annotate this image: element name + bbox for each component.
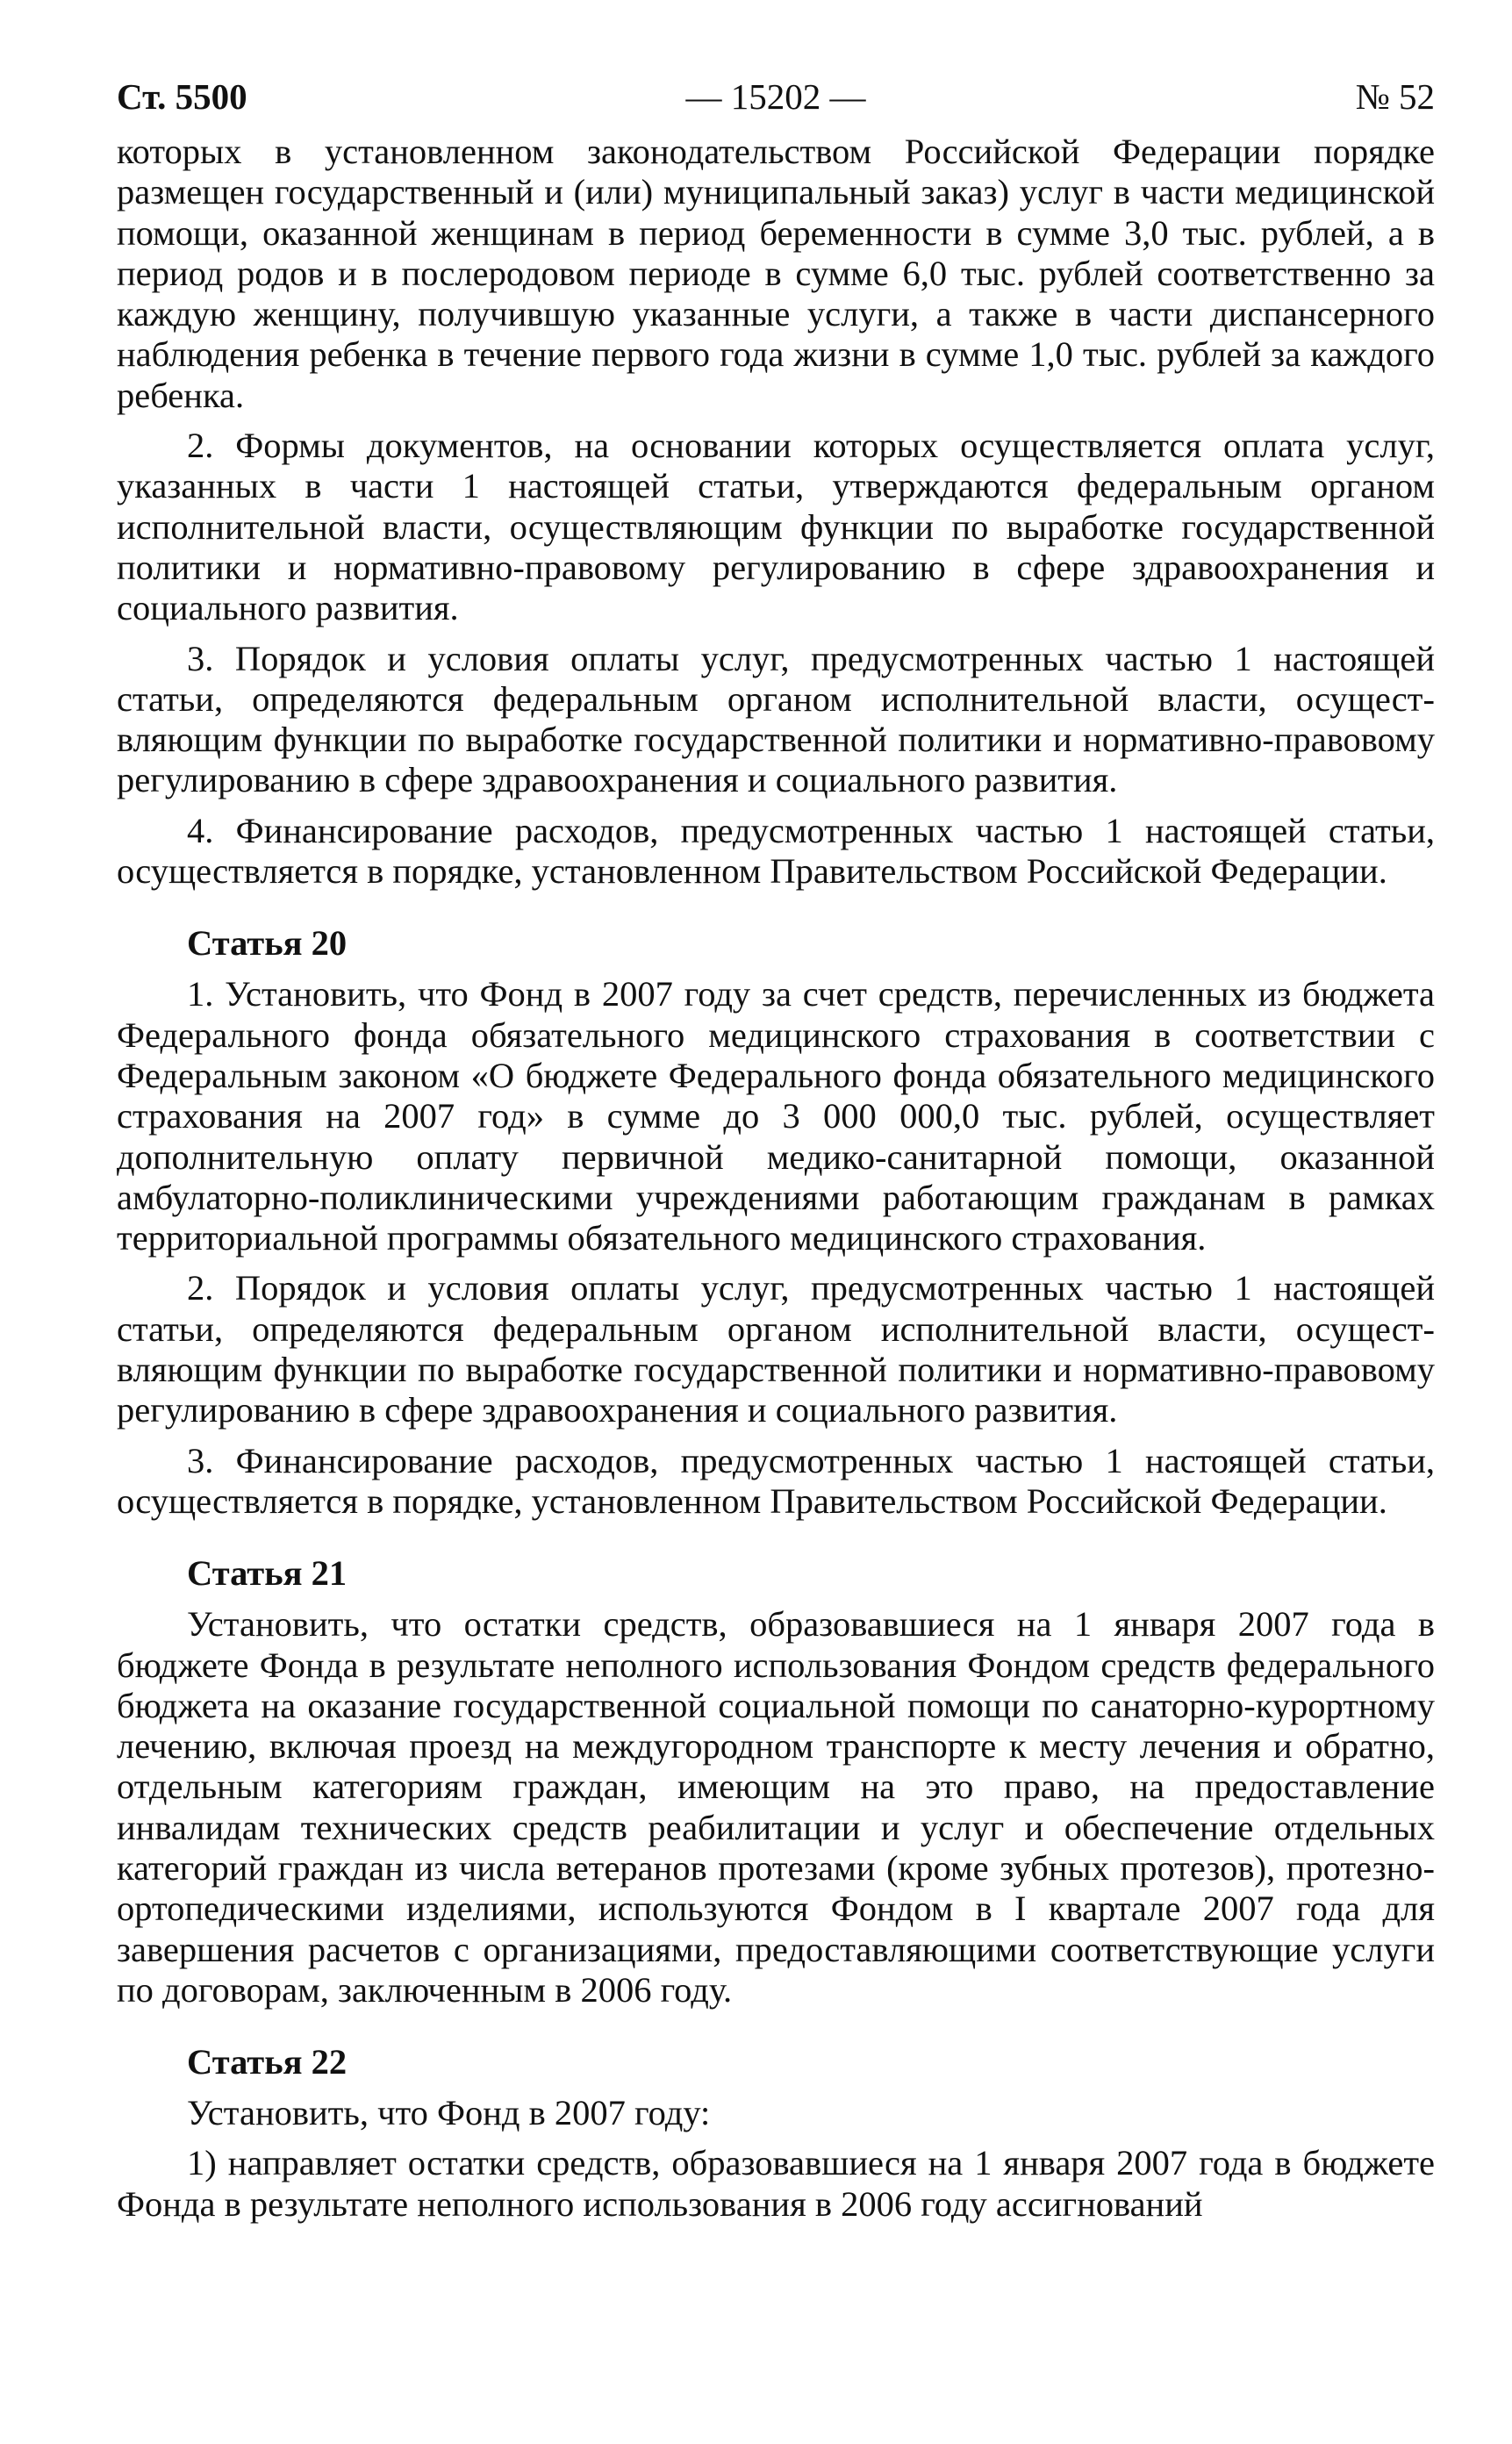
article-heading-21: Статья 21 — [187, 1553, 348, 1594]
document-body — [117, 132, 1435, 2225]
page-header — [117, 70, 1435, 123]
document-page — [117, 70, 1435, 2225]
article-heading-22: Статья 22 — [187, 2042, 348, 2082]
paragraph-continued: которых в установленном законодательством Российской Федерации порядке размещен государственный и (или) муниципальный заказ) услуг в части медицинской помощи, оказанной женщинам в период беременности в сумме 3,0 тыс. рублей, а в период родов и в послеродовом периоде в сумме 6,0 тыс. рублей соответственно за каждую женщину, получившую указанные услуги, а также в части диспансерного наблюдения ребенка в течение первого года жизни в сумме 1,0 тыс. рублей за каждого ребенка. — [117, 132, 1435, 415]
article-heading-20: Статья 20 — [187, 923, 348, 964]
paragraph: 2. Формы документов, на основании которых осуществляется оплата услуг, указанных в части 1 настоящей статьи, утверждаются федеральным органом исполнительной власти, осуществляющим функции по выработке государственной политики и нормативно-правовому регулированию в сфере здравоохранения и социального развития. — [117, 426, 1435, 628]
paragraph: 3. Финансирование расходов, предусмотренных частью 1 настоящей статьи, осуществляется в порядке, установленном Правительством Российской Федерации. — [117, 1440, 1435, 1521]
paragraph: Установить, что остатки средств, образовавшиеся на 1 января 2007 года в бюджете Фонда в результате неполного использования Фондом средств федерального бюджета на оказание государственной социальной помощи по санаторно-курортному лечению, включая проезд на междугородном транспорте к месту лечения и обратно, отдельным категориям граждан, имеющим на это право, на предоставление инвалидам технических средств реабилитации и услуг и обеспечение отдельных категорий граждан из числа ветеранов протезами (кроме зубных протезов), протезно-ортопедическими изделиями, используются Фондом в I квартале 2007 года для завершения расчетов с организациями, предоставляющими соответствующие услуги по договорам, заключенным в 2006 году. — [117, 1604, 1435, 2010]
paragraph: 1. Установить, что Фонд в 2007 году за счет средств, перечисленных из бюджета Федерального фонда обязательного медицинского страхования в соответствии с Федеральным законом «О бюджете Федерального фонда обязательного медицинского страхования на 2007 год» в сумме до 3 000 000,0 тыс. рублей, осуществляет дополнительную оплату первичной медико-санитарной помощи, оказанной амбулаторно-поликлиническими учреждениями работающим гражданам в рамках территориальной программы обязательного медицинского страхования. — [117, 974, 1435, 1258]
paragraph: 3. Порядок и условия оплаты услуг, предусмотренных частью 1 настоящей статьи, определяются федеральным органом исполнительной власти, осуществляющим функции по выработке государственной политики и нормативно-правовому регулированию в сфере здравоохранения и социального развития. — [117, 638, 1435, 800]
article-number: Ст. 5500 — [117, 76, 247, 117]
paragraph: 4. Финансирование расходов, предусмотренных частью 1 настоящей статьи, осуществляется в порядке, установленном Правительством Российской Федерации. — [117, 810, 1435, 892]
page-number: — 15202 — — [685, 76, 866, 117]
paragraph: Установить, что Фонд в 2007 году: — [187, 2093, 711, 2133]
paragraph: 2. Порядок и условия оплаты услуг, предусмотренных частью 1 настоящей статьи, определяются федеральным органом исполнительной власти, осуществляющим функции по выработке государственной политики и нормативно-правовому регулированию в сфере здравоохранения и социального развития. — [117, 1268, 1435, 1430]
paragraph: 1) направляет остатки средств, образовавшиеся на 1 января 2007 года в бюджете Фонда в результате неполного использования в 2006 году ассигнований — [117, 2143, 1435, 2224]
issue-number: № 52 — [1355, 76, 1435, 117]
